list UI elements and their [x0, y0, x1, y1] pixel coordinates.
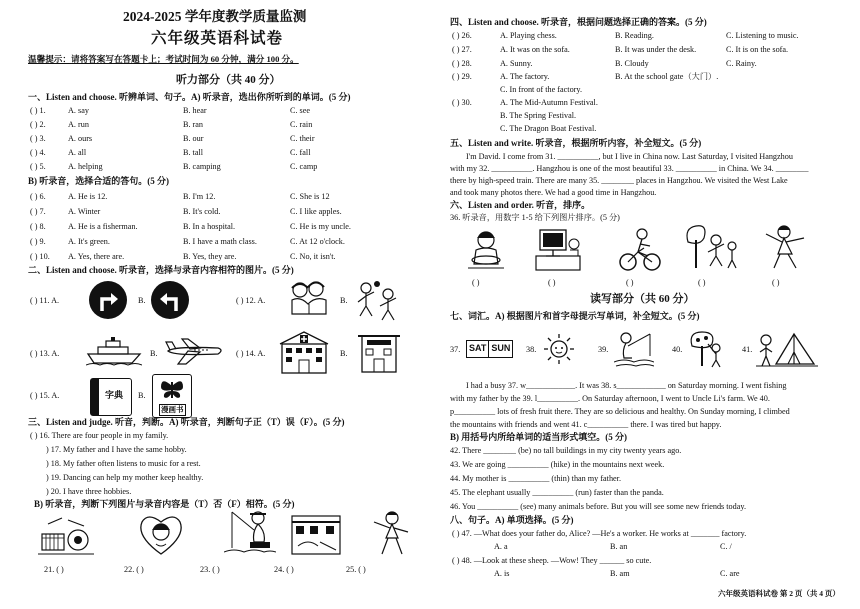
pic-38-label: 38. [526, 345, 537, 354]
children-playing-picture [352, 278, 402, 322]
pic-40-label: 40. [672, 345, 683, 354]
section-8-heading: 八、句子。A) 单项选择。(5 分) [450, 515, 574, 525]
q47-option-a: A. a [494, 542, 508, 551]
lake-fishing-picture [614, 330, 654, 368]
butterfly-icon [159, 378, 185, 400]
section-6-heading: 六、Listen and order. 听音，排序。 [450, 200, 591, 210]
exam-title: 2024-2025 学年度教学质量监测 [123, 9, 307, 24]
q15-label: ( ) 15. A. [30, 391, 60, 400]
q15-b-label: B. [138, 391, 146, 400]
section-3b-heading: B) 听录音，判断下列图片与录音内容是（T）否（F）相符。(5 分) [34, 499, 295, 509]
q48-option-a: A. is [494, 569, 510, 578]
page-footer: 六年级英语科试卷 第 2 页（共 4 页） [718, 589, 840, 598]
dictionary-spine [91, 379, 99, 415]
q19: ) 19. Dancing can help my mother keep healthy. [46, 473, 204, 482]
q48-option-b: B. am [610, 569, 630, 578]
fishing-man-picture [224, 508, 276, 558]
ship-picture [86, 336, 142, 366]
section-7-heading: 七、词汇。A) 根据图片和首字母提示写单词，补全短文。(5 分) [450, 311, 700, 321]
turn-left-sign-icon [150, 280, 190, 320]
q46: 46. You __________ (see) many animals before. But you will see some new friends today. [450, 502, 746, 511]
passage-7-line-2: with my father by the 39. l__________. On Saturday afternoon, I went to Uncle Li's farm. We 40. [450, 394, 770, 403]
section-4-heading: 四、Listen and choose. 听录音，根据问题选择正确的答案。(5 分) [450, 17, 707, 27]
q30-option-b: B. The Spring Festival. [500, 111, 577, 120]
pic-41-label: 41. [742, 345, 753, 354]
dictionary-label: 字典 [105, 390, 124, 400]
q12-b-label: B. [340, 296, 348, 305]
turn-right-sign-icon [88, 280, 128, 320]
q13-label: ( ) 13. A. [30, 349, 60, 358]
q21-label: 21. ( ) [44, 565, 64, 574]
section-7b-heading: B) 用括号内所给单词的适当形式填空。(5 分) [450, 432, 627, 442]
section-6-subheading: 36. 听录音，用数字 1-5 给下列图片排序。(5 分) [450, 213, 620, 222]
q12-label: ( ) 12. A. [236, 296, 266, 305]
pic-37-label: 37. [450, 345, 461, 354]
q25-label: 25. ( ) [346, 565, 366, 574]
writing-part-title: 读写部分（共 60 分） [590, 293, 695, 305]
q42: 42. There ________ (be) no tall buildings in my city twenty years ago. [450, 446, 682, 455]
q45: 45. The elephant usually __________ (run) faster than the panda. [450, 488, 664, 497]
airplane-picture [164, 336, 226, 366]
q29-option-c: C. In front of the factory. [500, 85, 582, 94]
dictionary-picture [90, 378, 132, 416]
q11-b-label: B. [138, 296, 146, 305]
exam-subtitle: 六年级英语科试卷 [151, 30, 284, 47]
q30-option-a: A. The Mid-Autumn Festival. [500, 98, 598, 107]
boy-cycling-picture [618, 226, 662, 274]
q20: ) 20. I have three hobbies. [46, 487, 132, 496]
girl-cooking-picture [464, 226, 508, 272]
order-bracket-5: ( ) [772, 278, 780, 287]
q18: ) 18. My father often listens to music for a rest. [46, 459, 201, 468]
section-1b-heading: B) 听录音，选择合适的答句。(5 分) [28, 176, 169, 186]
passage-7-line-1: I had a busy 37. w____________. It was 38. s____________ on Saturday morning. I went fishing [466, 381, 787, 390]
q14-label: ( ) 14. A. [236, 349, 266, 358]
q14-b-label: B. [340, 349, 348, 358]
girl-dancing-picture [762, 222, 808, 272]
camping-tent-picture [756, 328, 818, 368]
order-bracket-1: ( ) [472, 278, 480, 287]
q44: 44. My mother is __________ (thin) than my father. [450, 474, 622, 483]
q24-label: 24. ( ) [274, 565, 294, 574]
passage-5-line-1: I'm David. I come from 31. __________, but I live in China now. Last Saturday, I visited Hangzhou [466, 152, 793, 161]
passage-7-line-3: p__________ lots of fresh fruit there. They are so delicious and healthy. On Sunday morning, I climbed [450, 407, 790, 416]
order-bracket-4: ( ) [698, 278, 706, 287]
order-bracket-2: ( ) [548, 278, 556, 287]
passage-7-line-4: the mountains with friends and went 41. c__________ there. I was tired but happy. [450, 420, 722, 429]
q17: ) 17. My father and I have the same hobby. [46, 445, 187, 454]
exam-page: 2024-2025 学年度教学质量监测 六年级英语科试卷 温馨提示：请将答案写在答题卡上；考试时间为 60 分钟，满分 100 分。 听力部分（共 40 分） 一、Listen and choose. 听辨单词、句子。A) 听录音，选出你所听到的单词。(5 分) ( ) 1. A. say B. hear C. see ( ) 2. A. run B. ran C. rain ( ) 3. A. ours B. our C. their ( ) 4. A. all B. tall C. fall ( ) 5. A. helping B. camping C. camp B) 听录音，选择合适的答句。(5 分) ( ) 6. A. He is 12. B. I'm 12. C. She is 12 ( ) 7. A. Winter B. It's cold. C. I like apples. ( ) 8. A. He is a fisherman. B. In a hospital. C. He is my uncle. ( ) 9. A. It's green. B. I have a math class. C. At 12 o'clock. ( ) 10. A. Yes, there are. B. Yes, they are. C. No, it isn't. 二、Listen and choose. 听录音，选择与录音内容相符的图片。(5 分) ( ) 11. A. B. ( ) 12. A. B. ( ) 13. A. B. ( ) 14. A. B. ( ) 15. A. 字典 B. 漫画书 三、Listen and judge. 听音，判断。A) 听录音，判断句子正（T）误（F）。(5 分) ( ) 16. There are four people in my family. ) 17. My father and I have the same hobby. ) 18. My father often listens to music for a rest. ) 19. Dancing can help my mother keep healthy. ) 20. I have three hobbies. B) 听录音，判断下列图片与录音内容是（T）否（F）相符。(5 分) 21. ( ) 22. ( ) 23. ( ) 24. ( ) 25. ( ) 四、Listen and choose. 听录音，根据问题选择正确的答案。(5 分) ( ) 26. A. Playing chess. B. Reading. C. Listening to music. ( ) 27. A. It was on the sofa. B. It was under the desk. C. It is on the sofa. ( ) 28. A. Sunny. B. Cloudy C. Rainy. ( ) 29. A. The factory. B. At the school gate（大门）. C. In front of the factory. ( ) 30. A. The Mid-Autumn Festival. B. The Spring Festival. C. The Dragon Boat Festival. 五、Listen and write. 听录音，根据所听内容，补全短文。(5 分) I'm David. I come from 31. __________, but I live in China now. Last Saturday, I visited Hangzhou with my 32. __________. Hangzhou is one of the most beautiful 33. __________ in China. We 34. ________ there by high-speed train. There are many 35. ________ places in Hangzhou. We visited the West Lake and took many photos there. We had a good time in Hangzhou. 六、Listen and order. 听音，排序。 36. 听录音，用数字 1-5 给下列图片排序。(5 分) ( ) ( ) ( ) ( ) ( ) 读写部分（共 60 分） 七、词汇。A) 根据图片和首字母提示写单词，补全短文。(5 分) 37. SAT SUN 38. 39. 40. 41. I had a busy 37. w____________. It was 38. s____________ on Saturday morning. I went fishing with my father by the 39. l__________. On Saturday afternoon, I went to Uncle Li's farm. We 40. p__________ lots of fresh fruit there. They are so delicious and healthy. On Sunday morning, I climbed the mountains with friends and went 41. c__________ there. I was tired but happy. B) 用括号内所给单词的适当形式填空。(5 分) 42. There ________ (be) no tall buildings in my city twenty years ago. 43. We are going __________ (hike) in the mountains next week. 44. My mother is __________ (thin) than my father. 45. The elephant usually __________ (run) faster than the panda. 46. You __________ (see) many animals before. But you will see some new friends today. 八、句子。A) 单项选择。(5 分) ( ) 47. —What does your father do, Alice? —He's a worker. He works at _______ factory. A. a B. an C. / ( ) 48. —Look at these sheep. —Wow! They ______ so cute. A. is B. am C. are 六年级英语科试卷 第 2 页（共 4 页） [28, 9, 840, 598]
q16: ( ) 16. There are four people in my family. [30, 431, 169, 440]
computer-desk-picture [534, 226, 584, 272]
q23-label: 23. ( ) [200, 565, 220, 574]
passage-5-line-3: there by high-speed train. There are many 35. ________ places in Hangzhou. We visited the West Lake [450, 176, 788, 185]
comic-book-label: 漫画书 [161, 405, 184, 414]
hospital-picture [278, 330, 330, 374]
girl-heart-picture [136, 510, 186, 558]
q48: ( ) 48. —Look at these sheep. —Wow! They ______ so cute. [452, 556, 652, 565]
q13-b-label: B. [150, 349, 158, 358]
q47-option-c: C. / [720, 542, 732, 551]
house-bird-picture [290, 512, 342, 558]
q48-option-c: C. are [720, 569, 740, 578]
passage-5-line-2: with my 32. __________. Hangzhou is one of the most beautiful 33. __________ in China. We 34. ________ [450, 164, 809, 173]
order-bracket-3: ( ) [626, 278, 634, 287]
section-1-heading: 一、Listen and choose. 听辨单词、句子。A) 听录音，选出你所听到的单词。(5 分) [28, 92, 351, 102]
exam-tip: 温馨提示：请将答案写在答题卡上；考试时间为 60 分钟，满分 100 分。 [28, 54, 299, 64]
picking-fruit-picture [688, 330, 726, 368]
q11-label: ( ) 11. A. [30, 296, 60, 305]
section-5-heading: 五、Listen and write. 听录音，根据所听内容，补全短文。(5 分) [450, 138, 702, 148]
listening-part-title: 听力部分（共 40 分） [176, 74, 281, 86]
q30-option-c: C. The Dragon Boat Festival. [500, 124, 597, 133]
q22-label: 22. ( ) [124, 565, 144, 574]
building-picture [354, 328, 402, 374]
sat-label: SAT [467, 341, 489, 357]
comic-book-picture [152, 374, 192, 418]
dancing-girl-picture [368, 508, 414, 558]
sun-label: SUN [491, 343, 511, 353]
sun-icon [542, 332, 576, 366]
q47-option-b: B. an [610, 542, 628, 551]
musical-instruments-picture [38, 514, 94, 558]
q47: ( ) 47. —What does your father do, Alice? —He's a worker. He works at _______ factory. [452, 529, 747, 538]
passage-5-line-4: and took many photos there. We had a good time in Hangzhou. [450, 188, 657, 197]
q43: 43. We are going __________ (hike) in the mountains next week. [450, 460, 665, 469]
section-3-heading: 三、Listen and judge. 听音，判断。A) 听录音，判断句子正（T）误（F）。(5 分) [28, 417, 345, 427]
kids-in-park-picture [682, 222, 740, 272]
children-reading-picture [286, 278, 332, 320]
section-2-heading: 二、Listen and choose. 听录音，选择与录音内容相符的图片。(5 分) [28, 265, 294, 275]
q30-label: ( ) 30. [452, 98, 472, 107]
weekend-calendar-picture [466, 340, 513, 358]
pic-39-label: 39. [598, 345, 609, 354]
